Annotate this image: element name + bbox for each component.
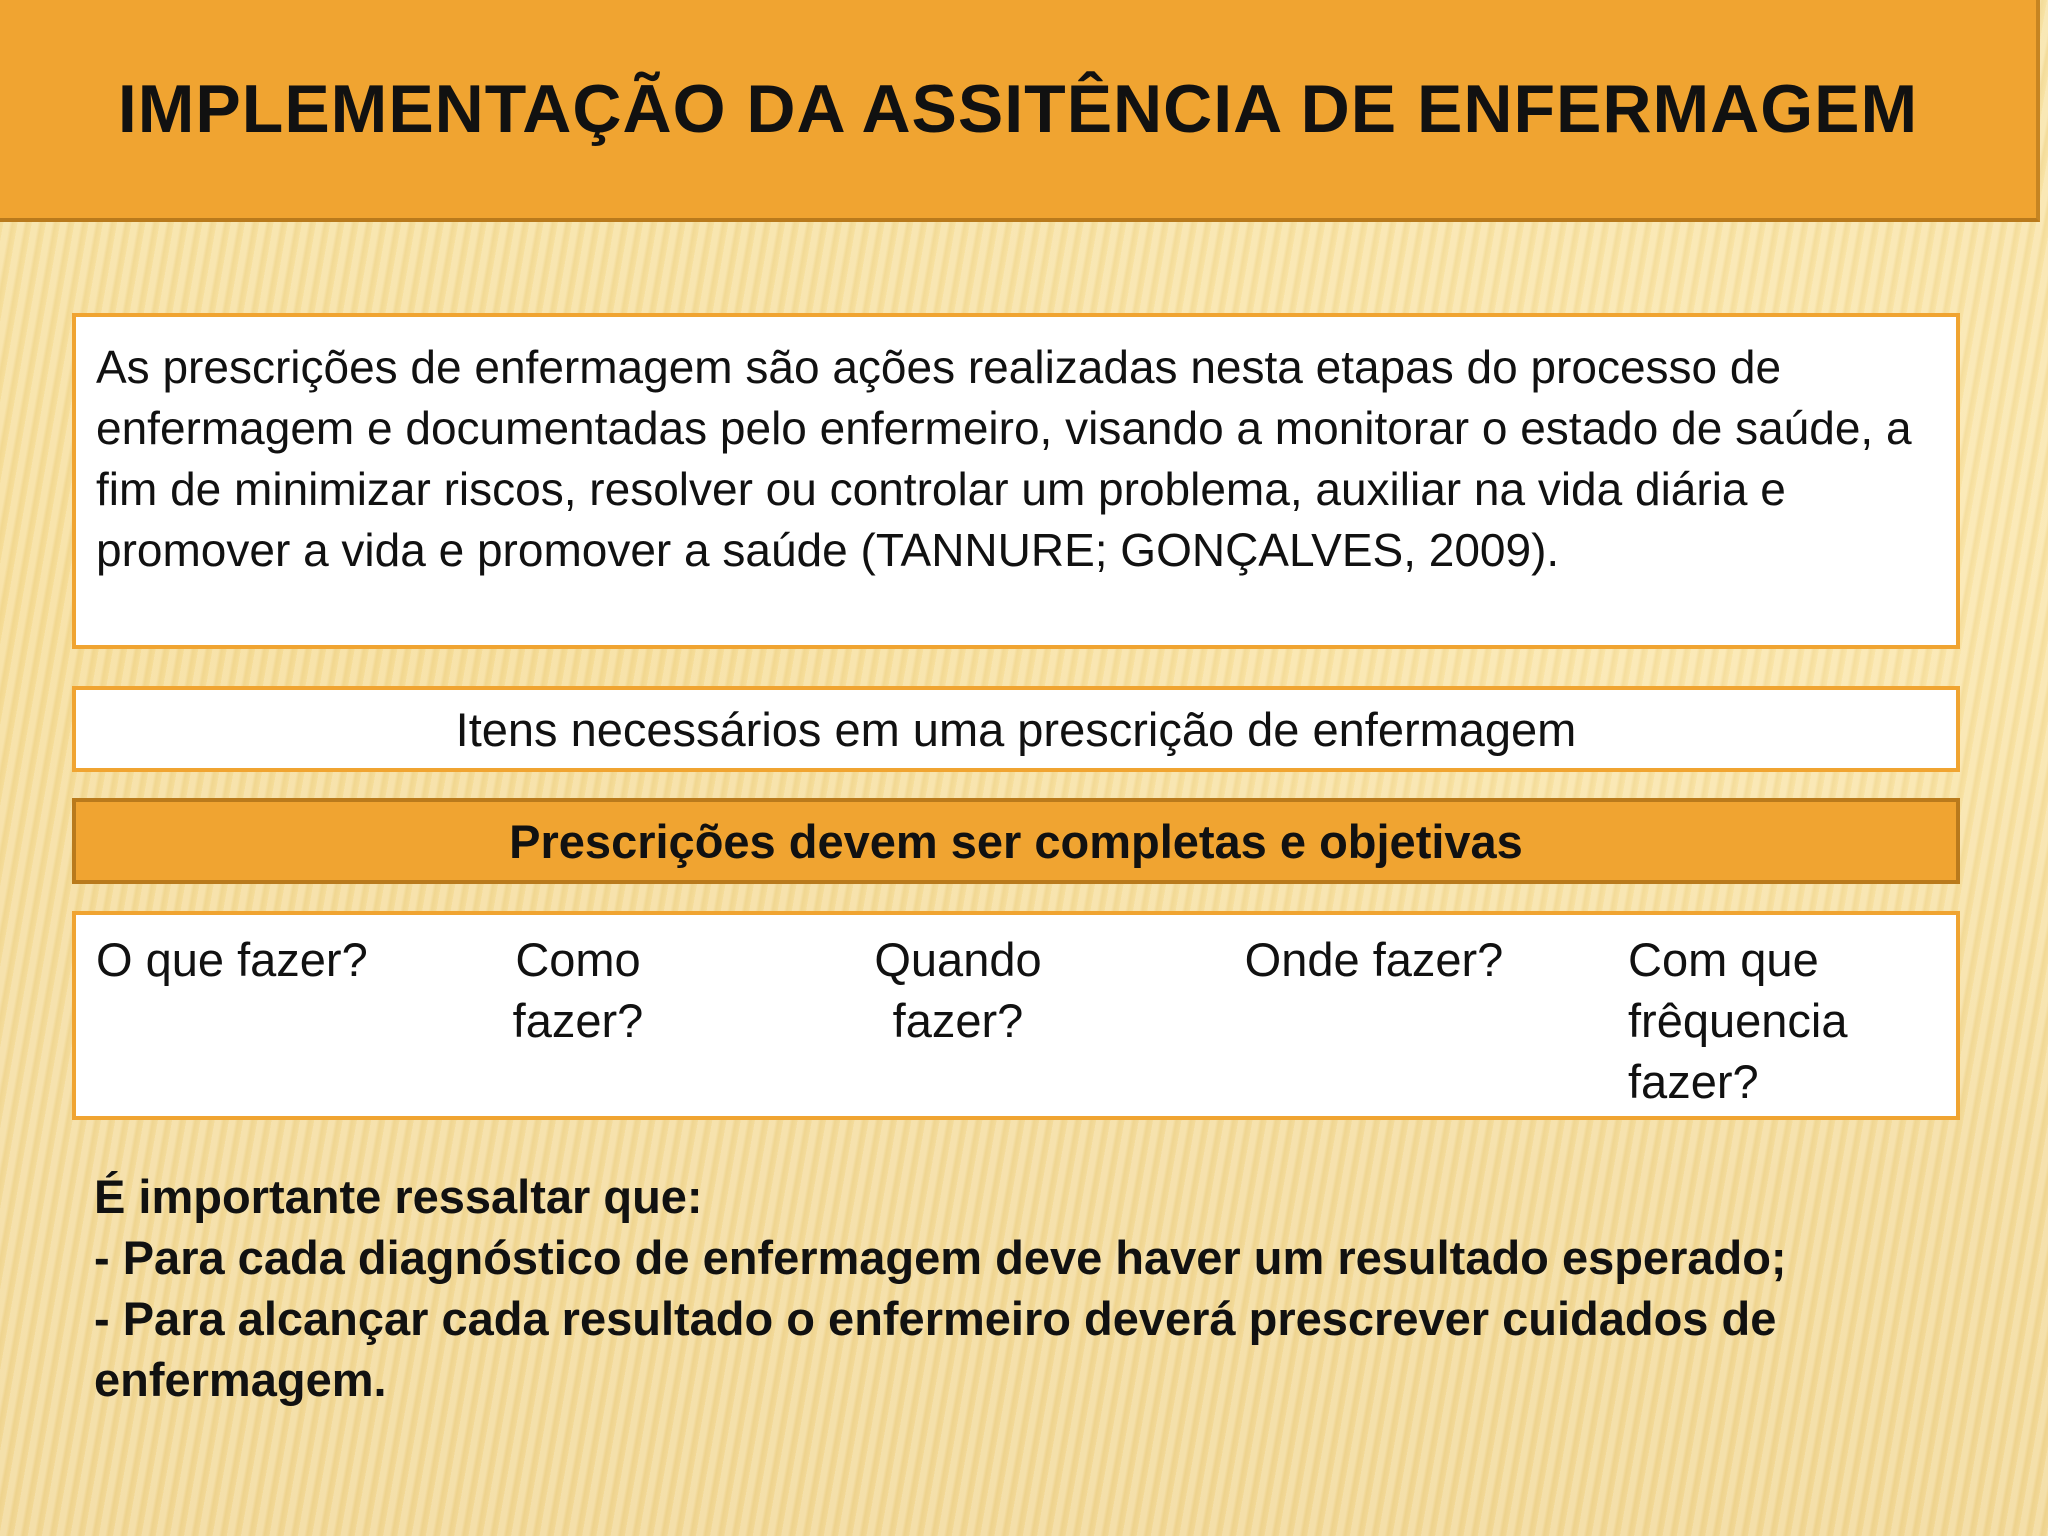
banner-text: Prescrições devem ser completas e objetivas — [509, 814, 1523, 868]
title-bar — [0, 0, 2040, 222]
question-frequency: Com que frêquencia fazer? — [1628, 933, 1848, 1108]
slide-title: IMPLEMENTAÇÃO DA ASSITÊNCIA DE ENFERMAGEM — [117, 71, 1919, 147]
question-when: Quando fazer? — [874, 933, 1042, 1047]
notes — [94, 1166, 1994, 1410]
intro-box — [72, 313, 1960, 649]
requirements-banner — [72, 798, 1960, 884]
notes-line-2: - Para alcançar cada resultado o enfermeiro deverá prescrever cuidados de enfermagem. — [94, 1292, 1777, 1406]
notes-heading: É importante ressaltar que: — [94, 1170, 703, 1223]
question-what: O que fazer? — [96, 933, 368, 986]
intro-text: As prescrições de enfermagem são ações realizadas nesta etapas do processo de enfermagem e documentadas pelo enfermeiro, visando a monitorar o estado de saúde, a fim de minimizar riscos, resolver ou controlar um problema, auxiliar na vida diária e promover a vida e promover a saúde (TANNURE; GONÇALVES, 2009). — [96, 341, 1912, 576]
items-header-box — [72, 686, 1960, 772]
items-header-text: Itens necessários em uma prescrição de enfermagem — [455, 702, 1577, 756]
question-how: Como fazer? — [512, 933, 644, 1047]
questions-box — [72, 911, 1960, 1120]
question-where: Onde fazer? — [1244, 933, 1504, 986]
notes-line-1: - Para cada diagnóstico de enfermagem deve haver um resultado esperado; — [94, 1231, 1787, 1284]
